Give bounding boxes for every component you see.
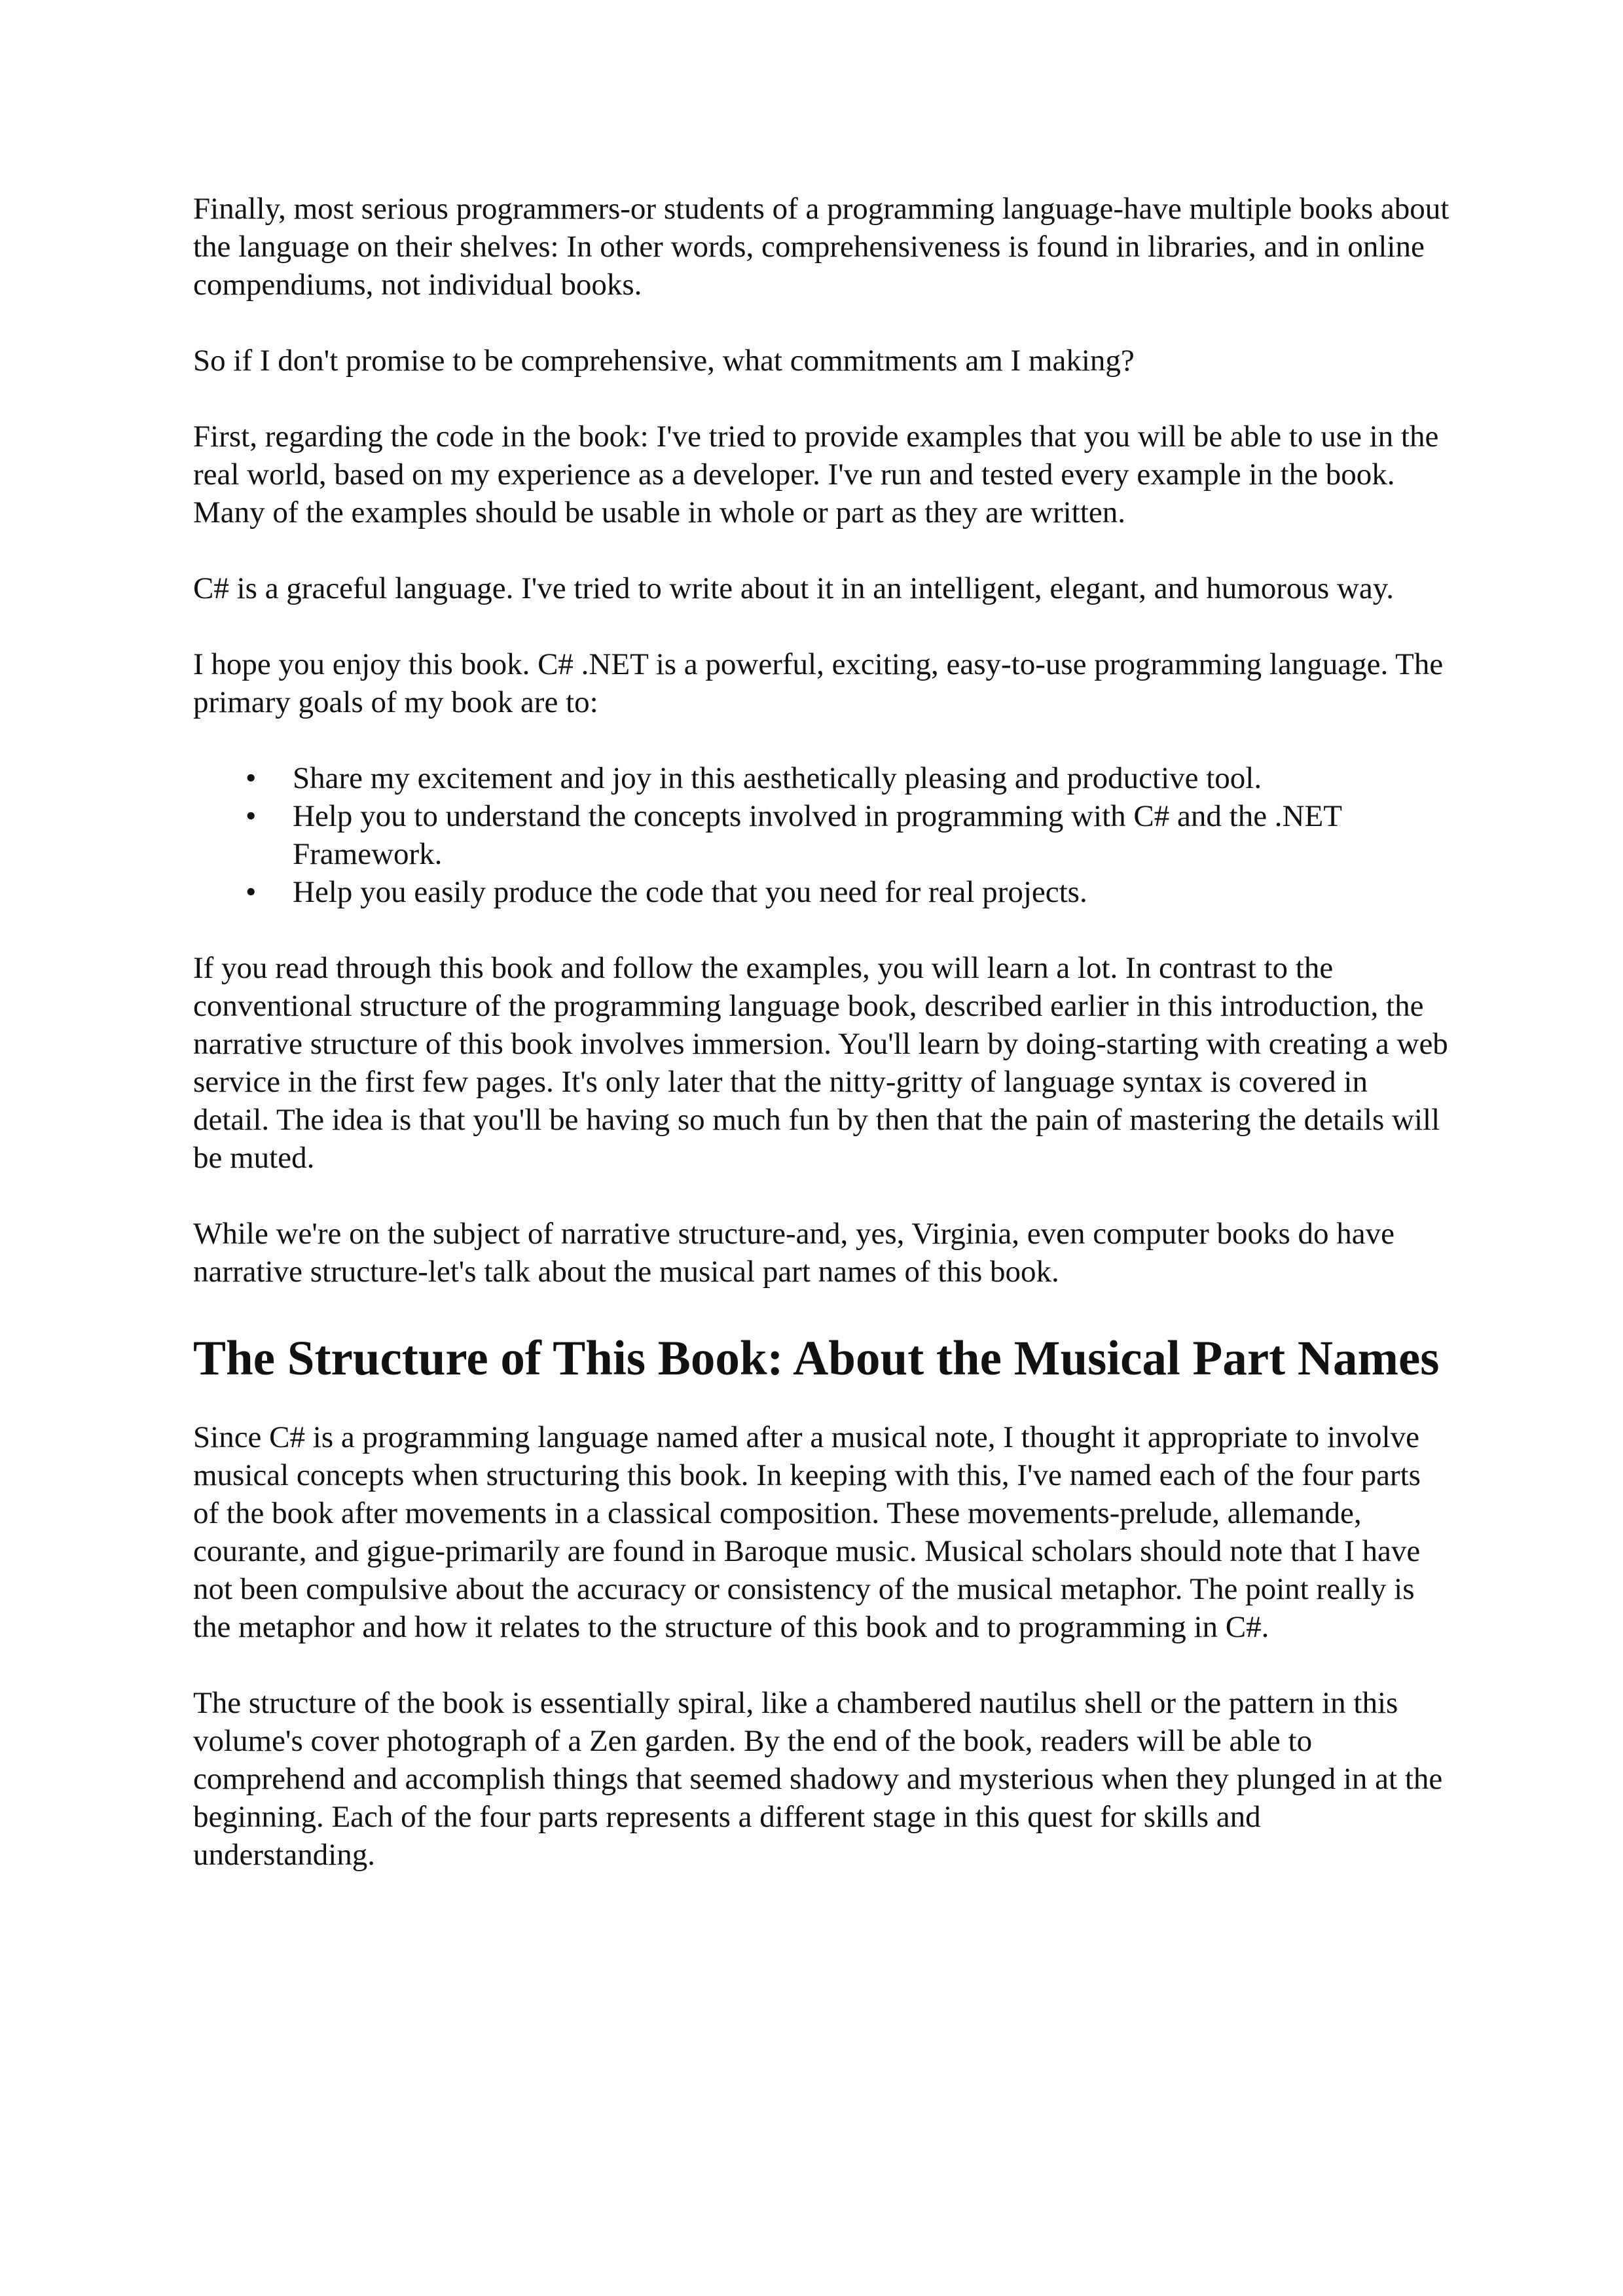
bullet-text: Share my excitement and joy in this aesthetically pleasing and productive tool. [293, 761, 1262, 795]
bullet-item [193, 797, 1450, 873]
paragraph: Since C# is a programming language named after a musical note, I thought it appropriate to involve musical concepts when structuring this book. In keeping with this, I've named each of the four parts of the book after movements in a classical composition. These movements-prelude, allemande, courante, and gigue-primarily are found in Baroque music. Musical scholars should note that I have not been compulsive about the accuracy or consistency of the musical metaphor. The point really is the metaphor and how it relates to the structure of this book and to programming in C#. [193, 1420, 1421, 1644]
paragraph: C# is a graceful language. I've tried to write about it in an intelligent, elegant, and humorous way. [193, 571, 1394, 605]
bullet-text: Help you to understand the concepts involved in programming with C# and the .NET Framework. [293, 799, 1342, 871]
bullet-icon: • [246, 761, 257, 795]
document-page [193, 190, 1450, 1912]
bullet-item [193, 873, 1450, 911]
paragraph: While we're on the subject of narrative structure-and, yes, Virginia, even computer books do have narrative structure-let's talk about the musical part names of this book. [193, 1217, 1395, 1289]
paragraph: So if I don't promise to be comprehensive, what commitments am I making? [193, 344, 1135, 378]
bullet-icon: • [246, 875, 257, 909]
goals-bullet-list [193, 759, 1450, 911]
paragraph: If you read through this book and follow the examples, you will learn a lot. In contrast to the conventional structure of the programming language book, described earlier in this introduction, the narrative structure of this book involves immersion. You'll learn by doing-starting with creating a web service in the first few pages. It's only later that the nitty-gritty of language syntax is covered in detail. The idea is that you'll be having so much fun by then that the pain of mastering the details will be muted. [193, 951, 1448, 1175]
bullet-icon: • [246, 799, 257, 833]
paragraph: First, regarding the code in the book: I've tried to provide examples that you will be able to use in the real world, based on my experience as a developer. I've run and tested every example in the book. Many of the examples should be usable in whole or part as they are written. [193, 420, 1439, 529]
paragraph: I hope you enjoy this book. C# .NET is a powerful, exciting, easy-to-use programming language. The primary goals of my book are to: [193, 647, 1444, 719]
paragraph: The structure of the book is essentially spiral, like a chambered nautilus shell or the pattern in this volume's cover photograph of a Zen garden. By the end of the book, readers will be able to comprehend and accomplish things that seemed shadowy and mysterious when they plunged in at the beginning. Each of the four parts represents a different stage in this quest for skills and understanding. [193, 1686, 1443, 1872]
section-heading: The Structure of This Book: About the Musical Part Names [193, 1331, 1440, 1386]
bullet-item [193, 759, 1450, 797]
bullet-text: Help you easily produce the code that you need for real projects. [293, 875, 1087, 909]
paragraph: Finally, most serious programmers-or students of a programming language-have multiple books about the language on their shelves: In other words, comprehensiveness is found in libraries, and in online compendiums, not individual books. [193, 192, 1450, 302]
